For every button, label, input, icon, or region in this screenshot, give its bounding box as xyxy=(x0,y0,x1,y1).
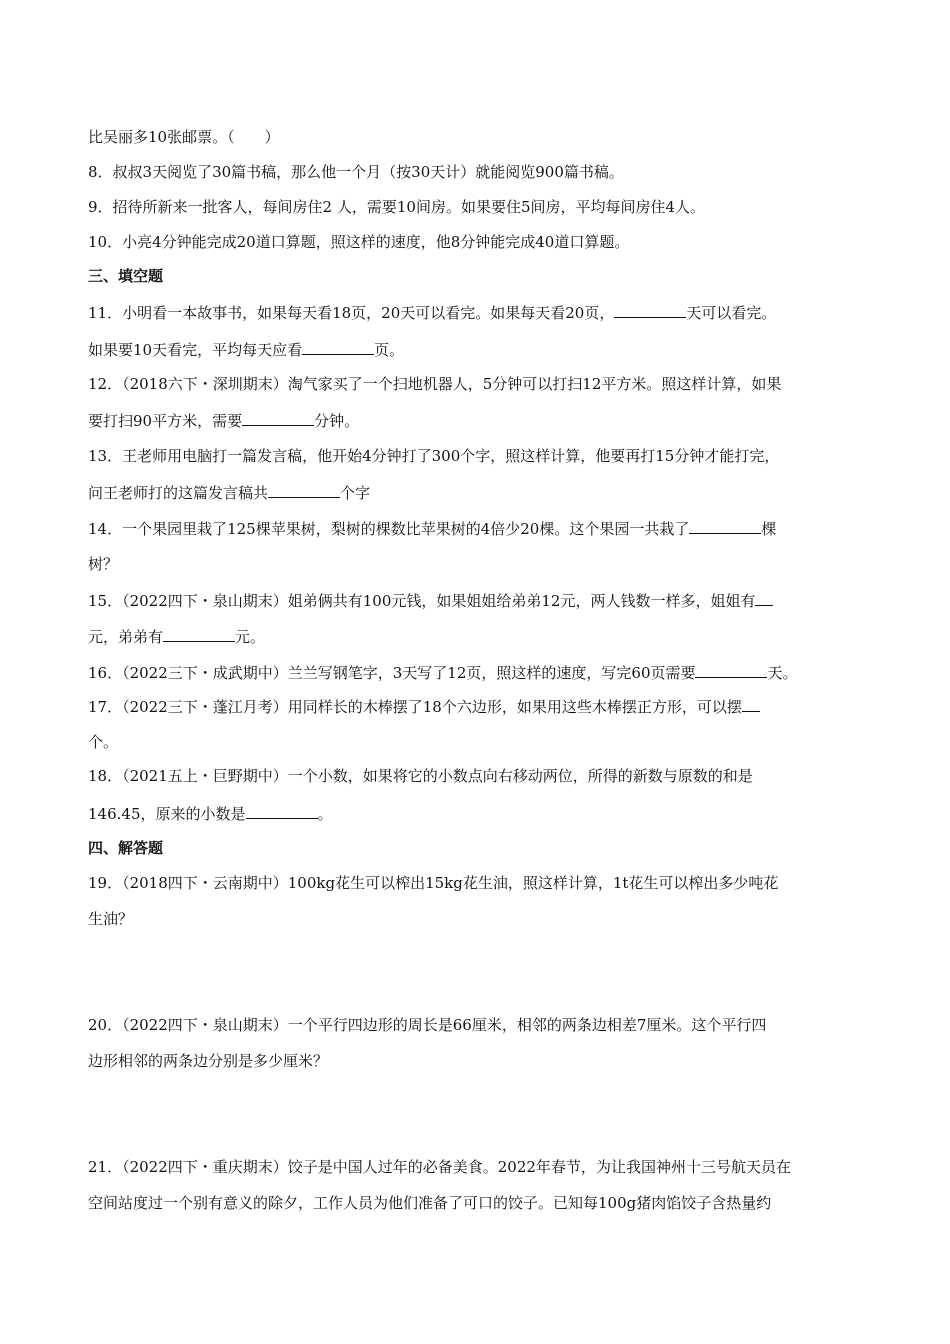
question-17: 17．（2022三下・蓬江月考）用同样长的木棒摆了18个六边形，如果用这些木棒摆正方形，可以摆 xyxy=(88,696,760,717)
question-18: 18．（2021五上・巨野期中）一个小数，如果将它的小数点向右移动两位，所得的新数与原数的和是 xyxy=(88,767,753,785)
question-17-line2: 个。 xyxy=(88,733,119,751)
question-13-line2: 问王老师打的这篇发言稿共 个字 xyxy=(88,484,371,502)
question-10: 10．小亮4分钟能完成20道口算题，照这样的速度，他8分钟能完成40道口算题。 xyxy=(88,233,630,251)
question-21-line2: 空间站度过一个别有意义的除夕，工作人员为他们准备了可口的饺子。已知每100g猪肉馅饺子含热量约 xyxy=(88,1194,772,1212)
question-12: 12．（2018六下・深圳期末）淘气家买了一个扫地机器人，5分钟可以打扫12平方米。照这样计算，如果 xyxy=(88,375,782,393)
question-18-line2: 146.45，原来的小数是 。 xyxy=(88,805,333,823)
answer-blank[interactable] xyxy=(302,339,374,355)
question-8: 8．叔叔3天阅览了30篇书稿，那么他一个月（按30天计）就能阅览900篇书稿。 xyxy=(88,163,624,181)
question-20: 20．（2022四下・泉山期末）一个平行四边形的周长是66厘米，相邻的两条边相差7厘米。这个平行四 xyxy=(88,1016,767,1034)
question-14-line2: 树？ xyxy=(88,555,119,573)
question-11: 11．小明看一本故事书，如果每天看18页，20天可以看完。如果每天看20页， 天可以看完。 xyxy=(88,304,777,322)
answer-blank[interactable] xyxy=(689,518,761,534)
question-15-line2: 元，弟弟有 元。 xyxy=(88,628,266,646)
question-9: 9．招待所新来一批客人，每间房住2 人，需要10间房。如果要住5间房，平均每间房住4人。 xyxy=(88,198,706,216)
question-19-line2: 生油？ xyxy=(88,910,134,928)
question-15: 15．（2022四下・泉山期末）姐弟俩共有100元钱，如果姐姐给弟弟12元，两人钱数一样多，姐姐有 xyxy=(88,590,773,611)
answer-blank[interactable] xyxy=(163,626,235,642)
answer-blank[interactable] xyxy=(695,662,767,678)
answer-blank[interactable] xyxy=(742,696,760,712)
question-16: 16．（2022三下・成武期中）兰兰写钢笔字，3天写了12页，照这样的速度，写完60页需要 天。 xyxy=(88,664,798,682)
answer-blank[interactable] xyxy=(242,410,314,426)
question-11-line2: 如果要10天看完，平均每天应看 页。 xyxy=(88,341,405,359)
answer-blank[interactable] xyxy=(246,803,318,819)
q7-tail: 比吴丽多10张邮票。（ ） xyxy=(88,128,280,146)
question-12-line2: 要打扫90平方米，需要 分钟。 xyxy=(88,412,360,430)
question-14: 14．一个果园里栽了125棵苹果树，梨树的棵数比苹果树的4倍少20棵。这个果园一共栽了 棵 xyxy=(88,520,777,538)
question-20-line2: 边形相邻的两条边分别是多少厘米？ xyxy=(88,1052,329,1070)
answer-blank[interactable] xyxy=(268,482,340,498)
answer-blank[interactable] xyxy=(614,302,686,318)
question-21: 21．（2022四下・重庆期末）饺子是中国人过年的必备美食。2022年春节，为让我国神州十三号航天员在 xyxy=(88,1158,791,1176)
section-4-heading: 四、解答题 xyxy=(88,839,164,857)
section-3-heading: 三、填空题 xyxy=(88,267,164,285)
question-19: 19．（2018四下・云南期中）100kg花生可以榨出15kg花生油，照这样计算，1t花生可以榨出多少吨花 xyxy=(88,874,779,892)
question-13: 13．王老师用电脑打一篇发言稿，他开始4分钟打了300个字，照这样计算，他要再打15分钟才能打完， xyxy=(88,447,780,465)
answer-blank[interactable] xyxy=(755,590,773,606)
